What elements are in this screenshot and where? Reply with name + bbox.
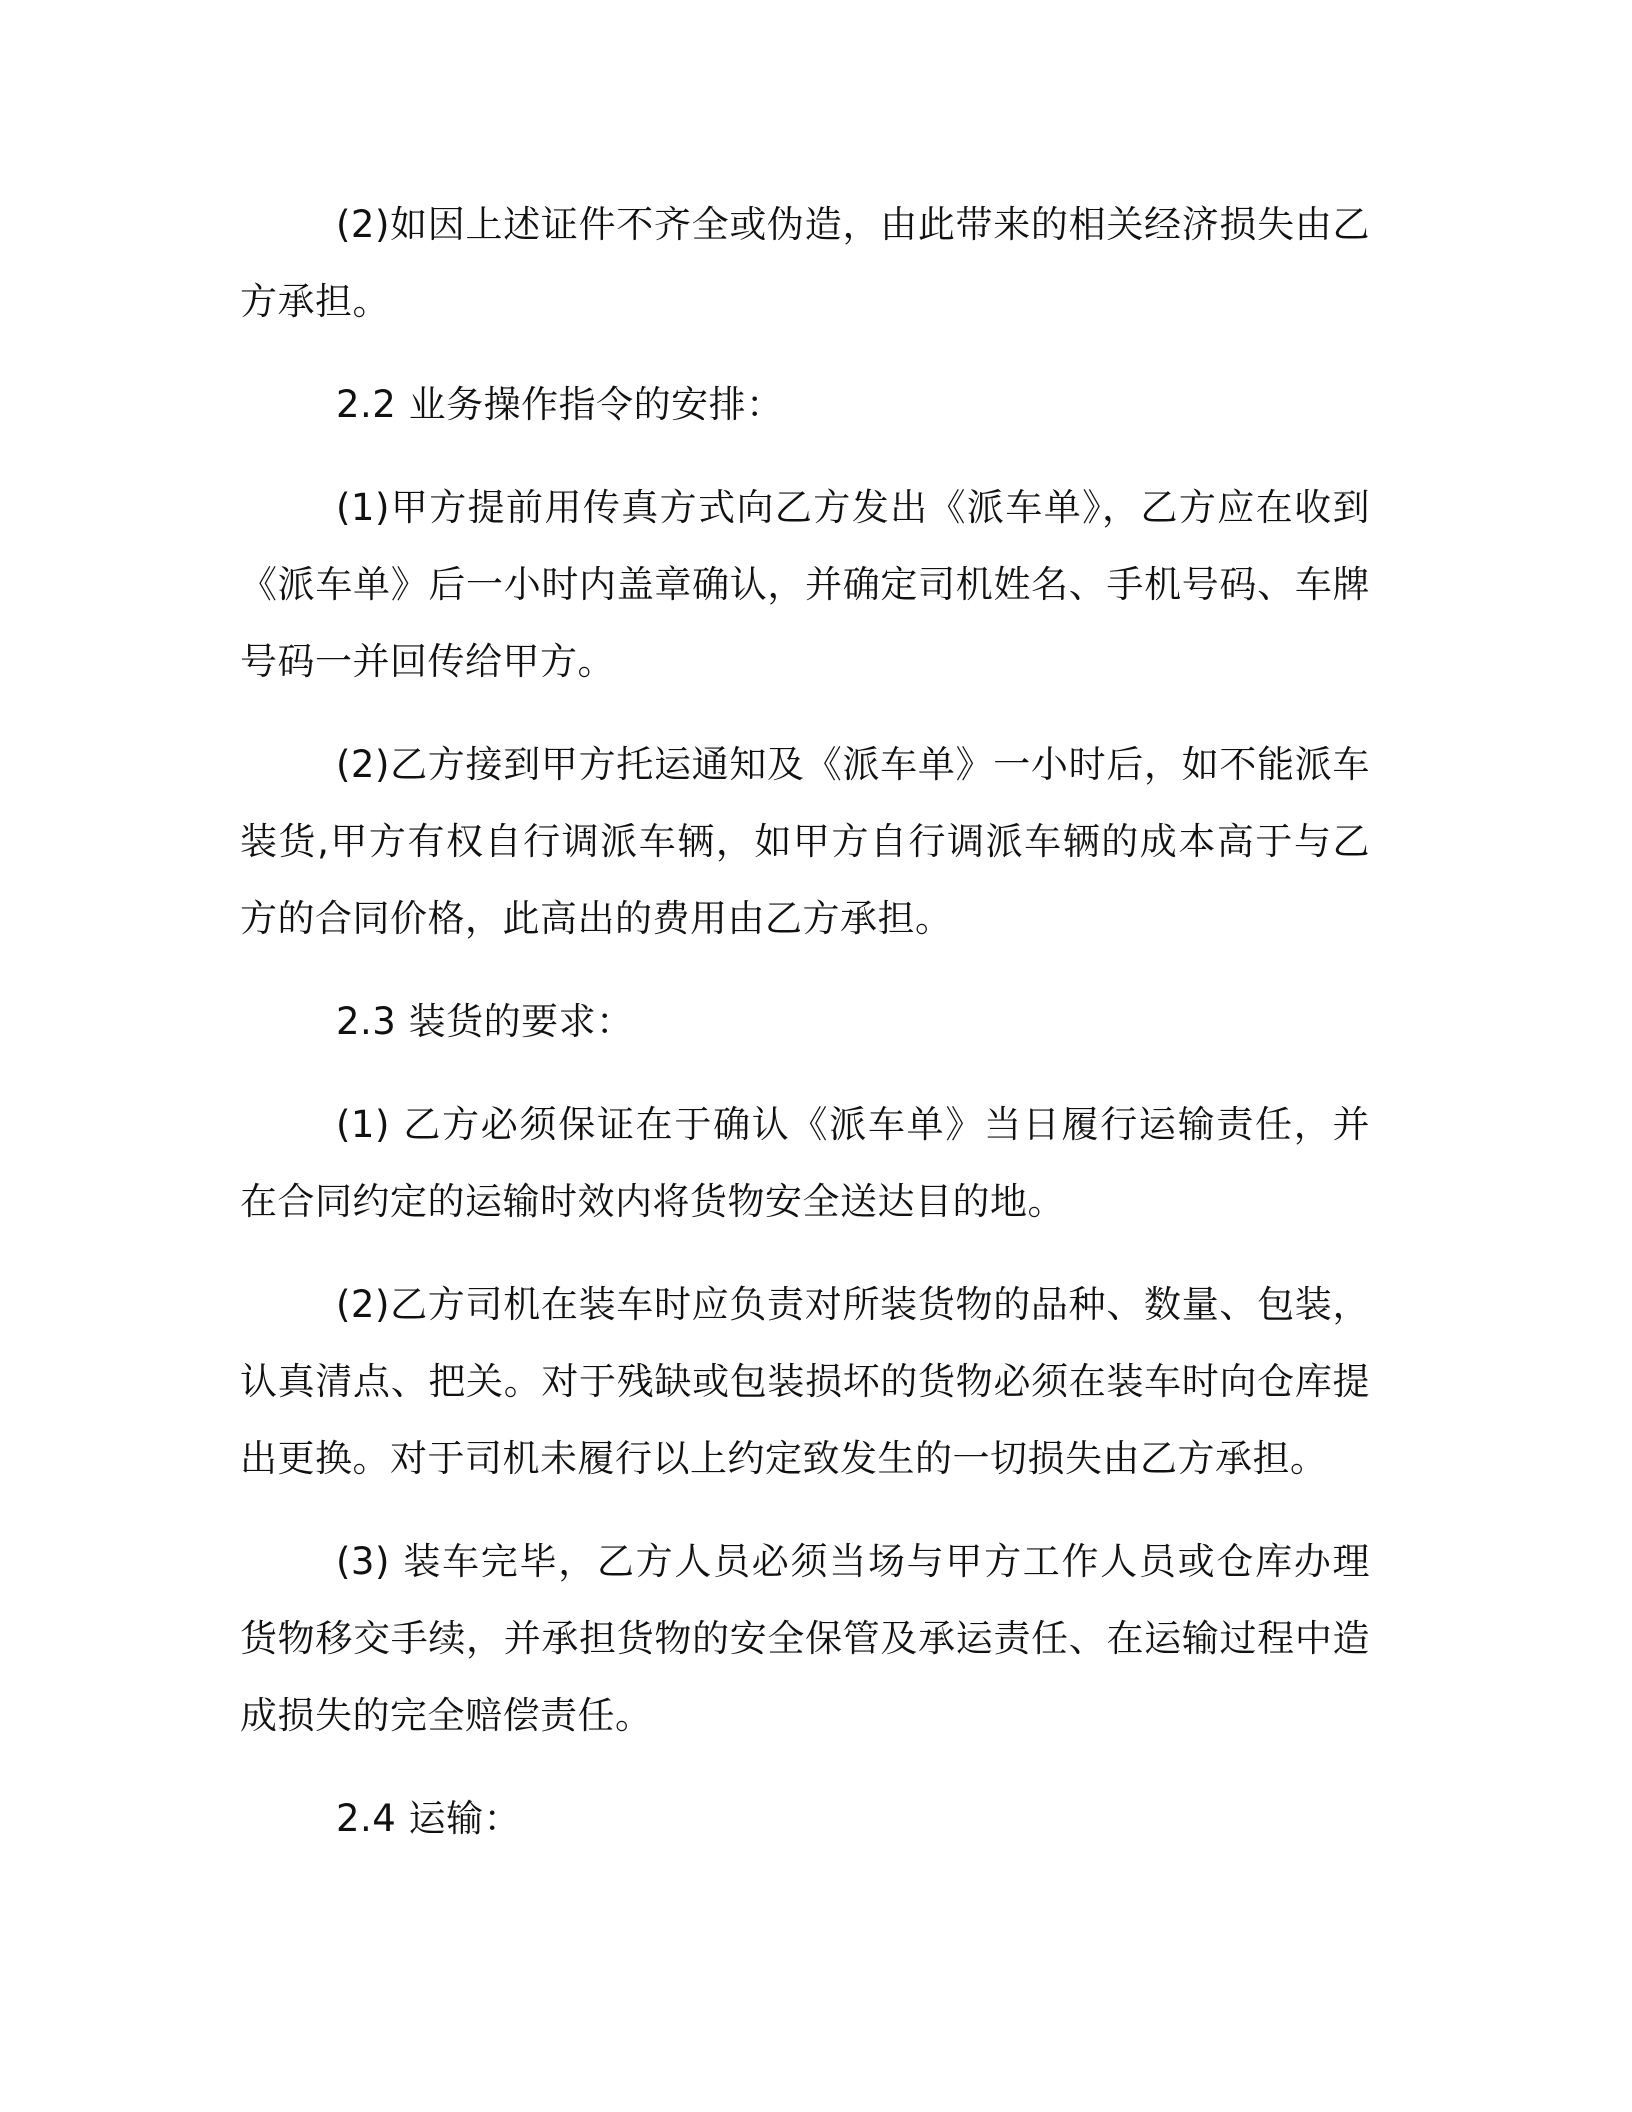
document-body: [240, 186, 1370, 1883]
paragraph-driver-check: (2)乙方司机在装车时应负责对所装货物的品种、数量、包装，认真清点、把关。对于残缺或包装损坏的货物必须在装车时向仓库提出更换。对于司机未履行以上约定致发生的一切损失由乙方承担。: [240, 1283, 1370, 1480]
paragraph-dispatch-fax: (1)甲方提前用传真方式向乙方发出《派车单》，乙方应在收到《派车单》后一小时内盖章确认，并确定司机姓名、手机号码、车牌号码一并回传给甲方。: [240, 486, 1370, 683]
section-heading-2-4: 2.4 运输：: [336, 1797, 522, 1840]
paragraph-dispatch-failure: (2)乙方接到甲方托运通知及《派车单》一小时后，如不能派车装货,甲方有权自行调派车辆，如甲方自行调派车辆的成本高于与乙方的合同价格，此高出的费用由乙方承担。: [240, 743, 1370, 940]
paragraph-handover: (3) 装车完毕，乙方人员必须当场与甲方工作人员或仓库办理货物移交手续，并承担货物的安全保管及承运责任、在运输过程中造成损失的完全赔偿责任。: [240, 1540, 1370, 1737]
paragraph-certificate-loss: (2)如因上述证件不齐全或伪造，由此带来的相关经济损失由乙方承担。: [240, 203, 1370, 323]
section-heading-2-2: 2.2 业务操作指令的安排：: [336, 383, 784, 426]
paragraph-loading-duty: (1) 乙方必须保证在于确认《派车单》当日履行运输责任，并在合同约定的运输时效内将货物安全送达目的地。: [240, 1103, 1370, 1223]
section-heading-2-3: 2.3 装货的要求：: [336, 1000, 634, 1043]
